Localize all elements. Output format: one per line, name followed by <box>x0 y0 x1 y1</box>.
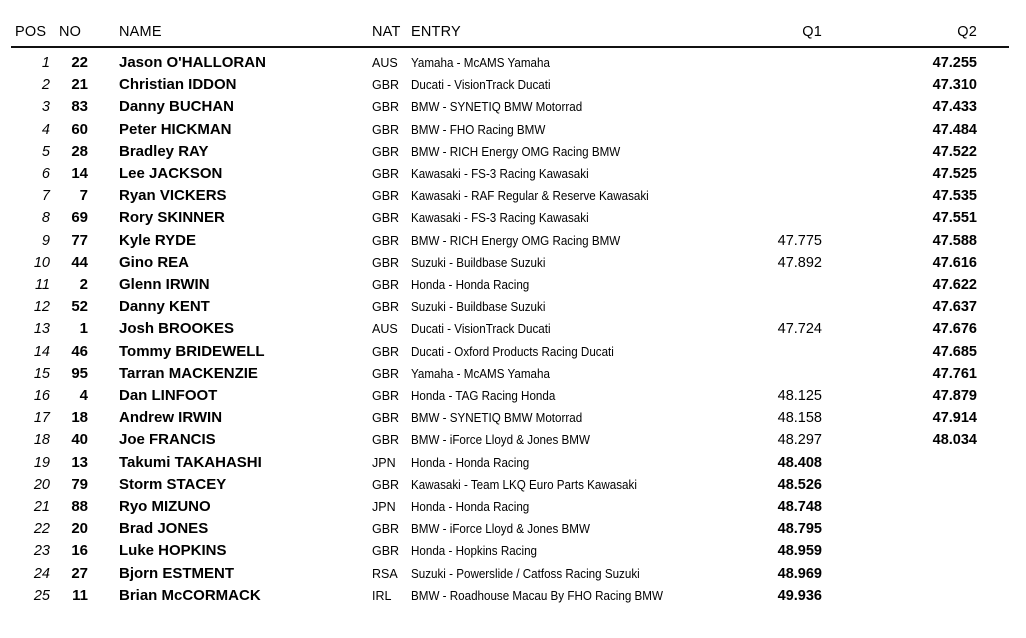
cell-entry: BMW - iForce Lloyd & Jones BMW <box>411 433 590 448</box>
cell-name: Josh BROOKES <box>119 320 235 338</box>
table-row[interactable] <box>0 185 1026 207</box>
cell-entry: Kawasaki - FS-3 Racing Kawasaki <box>411 211 589 226</box>
cell-pos: 6 <box>41 166 50 182</box>
cell-no: 11 <box>72 586 88 604</box>
cell-entry: Kawasaki - FS-3 Racing Kawasaki <box>411 167 589 181</box>
cell-no: 18 <box>71 409 88 427</box>
cell-entry: BMW - iForce Lloyd & Jones BMW <box>411 522 590 537</box>
cell-no: 20 <box>71 520 88 538</box>
table-row[interactable] <box>0 474 1026 496</box>
cell-no: 79 <box>71 475 88 493</box>
table-row[interactable] <box>0 52 1026 74</box>
cell-entry: BMW - FHO Racing BMW <box>411 122 546 137</box>
cell-q1: 48.158 <box>777 410 822 427</box>
cell-q1: 48.959 <box>777 543 822 560</box>
table-row[interactable] <box>0 318 1026 340</box>
cell-name: Luke HOPKINS <box>119 542 227 560</box>
table-row[interactable] <box>0 141 1026 163</box>
cell-nat: AUS <box>372 322 398 337</box>
cell-name: Danny BUCHAN <box>119 98 235 116</box>
cell-no: 88 <box>71 498 88 515</box>
cell-entry: Yamaha - McAMS Yamaha <box>411 56 550 70</box>
cell-q1: 48.297 <box>777 432 822 449</box>
cell-q2: 48.034 <box>932 432 977 449</box>
table-row[interactable] <box>0 296 1026 318</box>
cell-no: 13 <box>71 453 88 471</box>
cell-name: Kyle RYDE <box>119 231 196 249</box>
cell-no: 2 <box>79 276 88 293</box>
cell-pos: 9 <box>41 232 50 249</box>
cell-no: 46 <box>71 342 88 360</box>
cell-entry: BMW - SYNETIQ BMW Motorrad <box>411 411 583 426</box>
cell-entry: Ducati - VisionTrack Ducati <box>411 322 551 337</box>
cell-q1: 48.795 <box>777 521 822 538</box>
cell-pos: 17 <box>33 410 50 427</box>
table-row[interactable] <box>0 119 1026 141</box>
cell-q2: 47.535 <box>932 188 977 205</box>
cell-entry: Honda - Hopkins Racing <box>411 544 538 559</box>
cell-no: 95 <box>71 364 88 382</box>
cell-q1: 47.775 <box>777 232 822 249</box>
cell-pos: 1 <box>41 55 50 71</box>
table-row[interactable] <box>0 452 1026 474</box>
cell-nat: GBR <box>372 389 400 403</box>
cell-name: Tommy BRIDEWELL <box>119 342 265 360</box>
cell-name: Bjorn ESTMENT <box>119 564 234 582</box>
cell-nat: GBR <box>372 522 400 537</box>
cell-q1: 48.748 <box>777 499 822 515</box>
cell-pos: 18 <box>33 432 50 449</box>
cell-nat: GBR <box>372 544 400 559</box>
table-row[interactable] <box>0 207 1026 229</box>
cell-entry: Ducati - VisionTrack Ducati <box>411 78 551 93</box>
cell-pos: 5 <box>41 143 50 160</box>
column-header-q1: Q1 <box>802 24 822 40</box>
cell-pos: 19 <box>33 454 50 471</box>
cell-pos: 11 <box>34 277 50 293</box>
cell-name: Bradley RAY <box>119 142 209 160</box>
cell-nat: AUS <box>372 56 398 70</box>
table-row[interactable] <box>0 274 1026 296</box>
cell-nat: GBR <box>372 300 400 315</box>
cell-no: 7 <box>79 187 88 205</box>
cell-no: 77 <box>71 231 88 249</box>
table-row[interactable] <box>0 518 1026 540</box>
cell-no: 40 <box>71 431 88 449</box>
cell-q2: 47.433 <box>932 99 977 116</box>
cell-q2: 47.484 <box>932 121 977 138</box>
cell-name: Ryo MIZUNO <box>119 498 211 515</box>
cell-nat: RSA <box>372 566 398 581</box>
cell-nat: GBR <box>372 78 400 93</box>
cell-q2: 47.616 <box>932 254 977 271</box>
cell-no: 44 <box>71 253 88 271</box>
cell-pos: 22 <box>33 521 50 538</box>
table-row[interactable] <box>0 96 1026 118</box>
cell-entry: Honda - Honda Racing <box>411 500 530 514</box>
cell-pos: 8 <box>41 210 50 227</box>
cell-entry: Honda - TAG Racing Honda <box>411 389 556 403</box>
cell-nat: GBR <box>372 144 400 159</box>
cell-name: Rory SKINNER <box>119 209 225 227</box>
cell-nat: GBR <box>372 233 400 248</box>
header-divider <box>11 46 1009 48</box>
cell-nat: GBR <box>372 189 400 204</box>
cell-nat: JPN <box>372 455 396 470</box>
cell-name: Tarran MACKENZIE <box>119 364 258 382</box>
cell-q2: 47.310 <box>932 77 977 94</box>
cell-pos: 25 <box>33 587 50 604</box>
cell-nat: GBR <box>372 433 400 448</box>
cell-name: Glenn IRWIN <box>119 276 210 293</box>
table-row[interactable] <box>0 230 1026 252</box>
cell-nat: GBR <box>372 344 400 359</box>
cell-q1: 48.408 <box>777 454 822 471</box>
table-row[interactable] <box>0 363 1026 385</box>
cell-name: Lee JACKSON <box>119 165 223 182</box>
column-header-name: NAME <box>119 24 162 40</box>
cell-q1: 47.892 <box>777 254 822 271</box>
cell-name: Takumi TAKAHASHI <box>119 453 262 471</box>
cell-name: Danny KENT <box>119 298 210 316</box>
cell-q2: 47.522 <box>932 143 977 160</box>
table-row[interactable] <box>0 563 1026 585</box>
cell-entry: BMW - SYNETIQ BMW Motorrad <box>411 100 583 115</box>
cell-no: 14 <box>71 165 88 182</box>
table-row[interactable] <box>0 429 1026 451</box>
column-header-q2: Q2 <box>957 24 977 40</box>
cell-nat: GBR <box>372 211 400 226</box>
cell-entry: BMW - RICH Energy OMG Racing BMW <box>411 233 621 248</box>
cell-name: Christian IDDON <box>119 76 237 94</box>
cell-no: 1 <box>79 320 88 338</box>
cell-name: Storm STACEY <box>119 475 227 493</box>
table-row[interactable] <box>0 341 1026 363</box>
cell-entry: Suzuki - Buildbase Suzuki <box>411 255 546 270</box>
cell-name: Brian McCORMACK <box>119 586 261 604</box>
cell-pos: 15 <box>33 365 50 382</box>
cell-name: Dan LINFOOT <box>119 387 218 404</box>
cell-nat: JPN <box>372 500 396 514</box>
cell-no: 16 <box>71 542 88 560</box>
cell-pos: 24 <box>33 565 50 582</box>
cell-nat: GBR <box>372 100 400 115</box>
table-row[interactable] <box>0 585 1026 607</box>
cell-pos: 2 <box>41 77 50 94</box>
cell-entry: Kawasaki - RAF Regular & Reserve Kawasaki <box>411 189 649 204</box>
cell-nat: GBR <box>372 278 400 292</box>
cell-name: Peter HICKMAN <box>119 120 232 138</box>
cell-pos: 21 <box>33 499 50 515</box>
cell-q1: 49.936 <box>777 587 822 604</box>
cell-q2: 47.525 <box>932 166 977 182</box>
table-row[interactable] <box>0 385 1026 407</box>
cell-q2: 47.622 <box>932 277 977 293</box>
cell-entry: Yamaha - McAMS Yamaha <box>411 366 550 381</box>
cell-nat: GBR <box>372 477 400 492</box>
cell-name: Andrew IRWIN <box>119 409 223 427</box>
cell-q2: 47.676 <box>932 321 977 338</box>
cell-name: Ryan VICKERS <box>119 187 227 205</box>
table-row[interactable] <box>0 252 1026 274</box>
cell-pos: 23 <box>33 543 50 560</box>
cell-nat: GBR <box>372 255 400 270</box>
cell-pos: 20 <box>33 476 50 493</box>
cell-entry: Ducati - Oxford Products Racing Ducati <box>411 344 614 359</box>
table-row[interactable] <box>0 407 1026 429</box>
cell-nat: GBR <box>372 366 400 381</box>
cell-no: 83 <box>71 98 88 116</box>
cell-nat: GBR <box>372 167 400 181</box>
cell-entry: Honda - Honda Racing <box>411 455 530 470</box>
cell-no: 4 <box>79 387 88 404</box>
cell-q1: 47.724 <box>777 321 822 338</box>
table-row[interactable] <box>0 540 1026 562</box>
cell-no: 69 <box>71 209 88 227</box>
cell-pos: 7 <box>41 188 50 205</box>
cell-q1: 48.125 <box>777 388 822 404</box>
table-row[interactable] <box>0 163 1026 185</box>
cell-no: 52 <box>71 298 88 316</box>
cell-q1: 48.526 <box>777 476 822 493</box>
cell-no: 27 <box>71 564 88 582</box>
cell-entry: Suzuki - Buildbase Suzuki <box>411 300 546 315</box>
cell-name: Jason O'HALLORAN <box>119 54 266 71</box>
cell-q2: 47.637 <box>932 299 977 316</box>
cell-entry: Honda - Honda Racing <box>411 278 530 292</box>
cell-pos: 13 <box>33 321 50 338</box>
cell-pos: 4 <box>41 121 50 138</box>
cell-q2: 47.914 <box>932 410 977 427</box>
cell-entry: BMW - RICH Energy OMG Racing BMW <box>411 144 621 159</box>
cell-q2: 47.255 <box>932 55 977 71</box>
cell-pos: 16 <box>33 388 50 404</box>
table-row[interactable] <box>0 496 1026 518</box>
cell-name: Brad JONES <box>119 520 209 538</box>
column-header-no: NO <box>59 24 82 40</box>
cell-entry: Suzuki - Powerslide / Catfoss Racing Suzuki <box>411 566 640 581</box>
cell-no: 21 <box>71 76 88 94</box>
cell-nat: GBR <box>372 122 400 137</box>
cell-q2: 47.761 <box>932 365 977 382</box>
cell-pos: 12 <box>33 299 50 316</box>
cell-q1: 48.969 <box>777 565 822 582</box>
cell-pos: 3 <box>41 99 50 116</box>
cell-entry: BMW - Roadhouse Macau By FHO Racing BMW <box>411 588 663 603</box>
cell-no: 60 <box>71 120 88 138</box>
table-header <box>0 24 1026 42</box>
cell-pos: 14 <box>33 343 50 360</box>
cell-nat: IRL <box>372 588 392 603</box>
cell-q2: 47.588 <box>932 232 977 249</box>
table-row[interactable] <box>0 74 1026 96</box>
cell-pos: 10 <box>33 254 50 271</box>
cell-no: 22 <box>71 54 88 71</box>
cell-no: 28 <box>71 142 88 160</box>
column-header-nat: NAT <box>372 24 401 40</box>
column-header-entry: ENTRY <box>411 24 461 40</box>
cell-q2: 47.551 <box>932 210 977 227</box>
cell-entry: Kawasaki - Team LKQ Euro Parts Kawasaki <box>411 477 637 492</box>
cell-q2: 47.685 <box>932 343 977 360</box>
cell-name: Gino REA <box>119 253 189 271</box>
column-header-pos: POS <box>15 24 47 40</box>
cell-name: Joe FRANCIS <box>119 431 216 449</box>
cell-q2: 47.879 <box>932 388 977 404</box>
cell-nat: GBR <box>372 411 400 426</box>
